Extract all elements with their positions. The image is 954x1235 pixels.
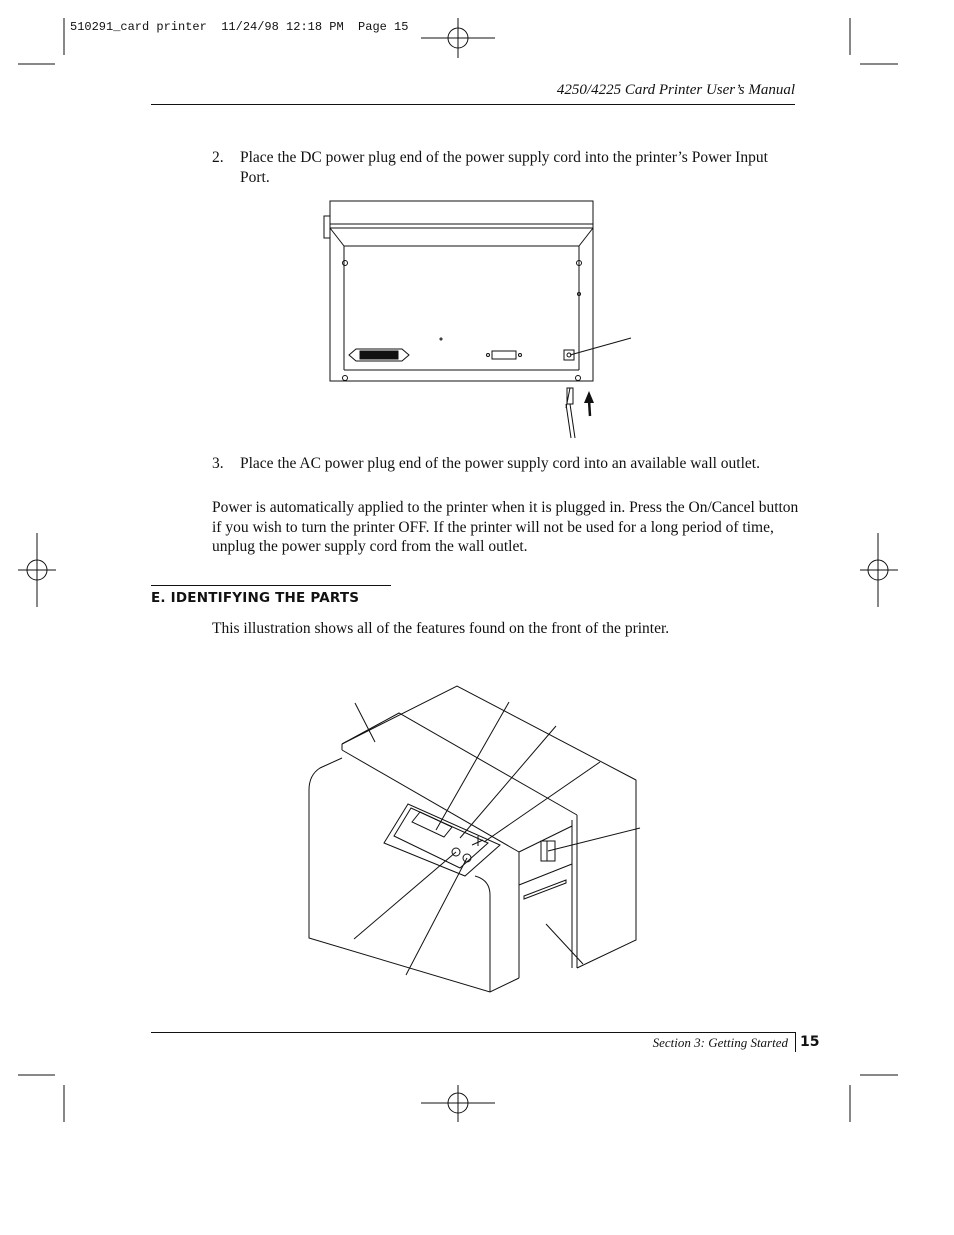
section-intro: This illustration shows all of the features found on the front of the printer.: [212, 620, 670, 637]
step-number: 2.: [212, 149, 224, 166]
step-text: Place the DC power plug end of the power supply cord into the printer’s Power Input Port.: [240, 149, 768, 186]
footer-section-label: Section 3: Getting Started: [652, 1035, 788, 1050]
step-number: 3.: [212, 455, 224, 472]
print-slug: 510291_card printer 11/24/98 12:18 PM Page 15: [70, 20, 409, 34]
step-text: Place the AC power plug end of the power supply cord into an available wall outlet.: [240, 455, 760, 472]
footer-divider: [795, 1032, 796, 1052]
page-number: 15: [800, 1034, 820, 1050]
power-paragraph: Power is automatically applied to the printer when it is plugged in. Press the On/Cancel button if you wish to turn the printer OFF. If the printer will not be used for a long period of time, unplug the power supply cord from the wall outlet.: [212, 499, 799, 555]
section-heading: E. IDENTIFYING THE PARTS: [151, 590, 360, 606]
running-head: 4250/4225 Card Printer User’s Manual: [556, 82, 795, 98]
footer-rule: [151, 1032, 795, 1033]
